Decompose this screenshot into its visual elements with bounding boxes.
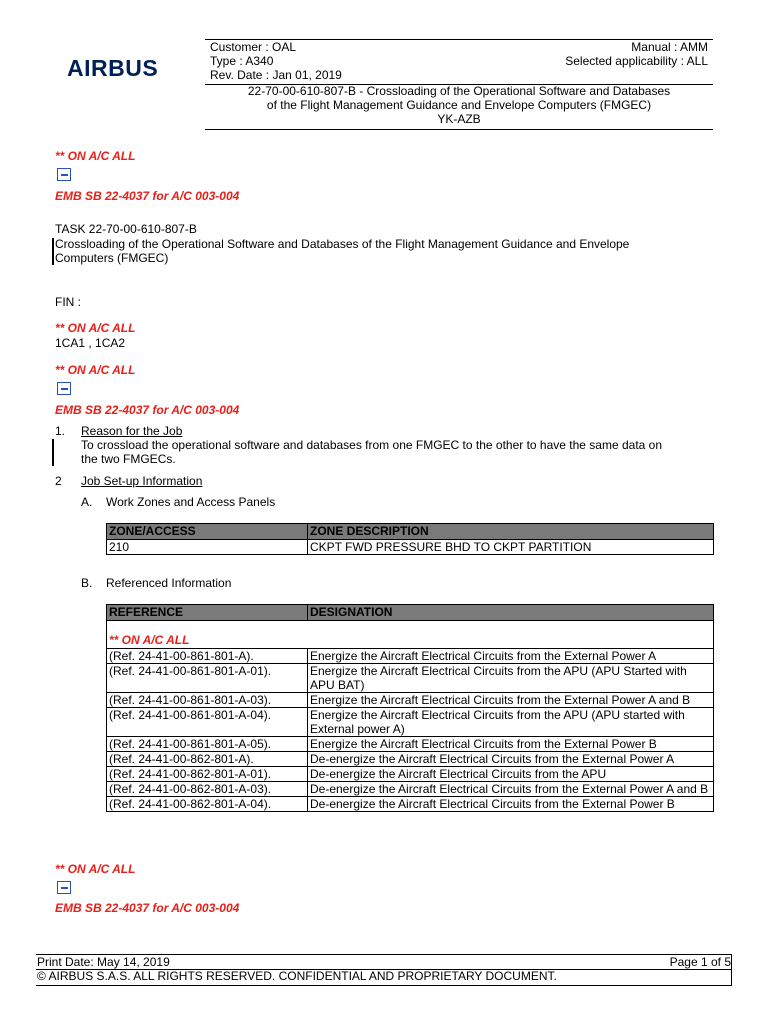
table-row [107,540,714,555]
effectivity-emb-sb-3: EMB SB 22-4037 for A/C 003-004 [55,901,240,915]
effectivity-emb-sb-2: EMB SB 22-4037 for A/C 003-004 [55,403,240,417]
ref-header-designation: DESIGNATION [308,605,714,621]
section2-title: Job Set-up Information [81,474,203,488]
designation-cell: Energize the Aircraft Electrical Circuits from the External Power A [308,649,714,664]
ref-cell: (Ref. 24-41-00-862-801-A-04). [107,797,308,812]
section1-text-line1: To crossload the operational software and databases from one FMGEC to the other to have the same data on [81,438,663,452]
subsection-b-letter: B. [81,576,93,590]
table-row [107,737,714,752]
print-date: Print Date: May 14, 2019 [37,955,170,969]
effectivity-all-3: ** ON A/C ALL [55,363,136,377]
table-row [107,767,714,782]
zone-header-description: ZONE DESCRIPTION [308,524,714,540]
ref-cell: (Ref. 24-41-00-861-801-A-01). [107,664,308,693]
table-row [107,708,714,737]
task-code: TASK 22-70-00-610-807-B [55,222,197,236]
designation-cell: Energize the Aircraft Electrical Circuits from the External Power A and B [308,693,714,708]
ref-cell: (Ref. 24-41-00-862-801-A-01). [107,767,308,782]
section1-title: Reason for the Job [81,424,183,438]
designation-cell: Energize the Aircraft Electrical Circuits from the APU (APU Started with APU BAT) [308,664,714,693]
effectivity-all-1: ** ON A/C ALL [55,149,136,163]
table-row [107,752,714,767]
designation-cell: De-energize the Aircraft Electrical Circuits from the External Power B [308,797,714,812]
subsection-a-title: Work Zones and Access Panels [106,495,276,509]
fin-label: FIN : [55,295,81,309]
table-row [107,664,714,693]
header-bottom-rule [205,129,713,130]
customer-label: Customer : OAL [210,40,297,54]
zone-table [106,523,714,555]
designation-cell: De-energize the Aircraft Electrical Circuits from the External Power A and B [308,782,714,797]
collapse-minus-icon[interactable] [57,382,71,395]
designation-cell: De-energize the Aircraft Electrical Circuits from the APU [308,767,714,782]
fin-value: 1CA1 , 1CA2 [55,336,126,350]
subsection-a-letter: A. [81,495,93,509]
airbus-logo: AIRBUS [67,55,159,81]
revision-bar [52,238,54,265]
designation-cell: De-energize the Aircraft Electrical Circuits from the External Power A [308,752,714,767]
section2-number: 2 [55,474,62,488]
subsection-b-title: Referenced Information [106,576,232,590]
zone-header-access: ZONE/ACCESS [107,524,308,540]
table-row [107,797,714,812]
page-number: Page 1 of 5 [669,955,731,969]
table-row [107,782,714,797]
ref-cell: (Ref. 24-41-00-861-801-A-04). [107,708,308,737]
designation-cell: Energize the Aircraft Electrical Circuits from the External Power B [308,737,714,752]
section1-text-line2: the two FMGECs. [81,452,176,466]
effectivity-all-4: ** ON A/C ALL [55,862,136,876]
collapse-minus-icon[interactable] [57,168,71,181]
zone-description-cell: CKPT FWD PRESSURE BHD TO CKPT PARTITION [308,540,714,555]
footer-bottom-rule [36,985,732,986]
ref-effectivity-row [107,621,714,649]
reference-table [106,604,714,812]
footer-right-border [731,955,732,985]
manual-label: Manual : AMM [631,40,708,54]
ref-header-reference: REFERENCE [107,605,308,621]
collapse-minus-icon[interactable] [57,881,71,894]
designation-cell: Energize the Aircraft Electrical Circuits from the APU (APU started with External power A) [308,708,714,737]
table-row [107,693,714,708]
copyright-notice: © AIRBUS S.A.S. ALL RIGHTS RESERVED. CONFIDENTIAL AND PROPRIETARY DOCUMENT. [37,969,557,983]
doc-title-line3: YK-AZB [437,112,481,126]
ref-cell: (Ref. 24-41-00-861-801-A-05). [107,737,308,752]
rev-date-label: Rev. Date : Jan 01, 2019 [210,68,342,82]
table-row [107,649,714,664]
ref-cell: (Ref. 24-41-00-861-801-A-03). [107,693,308,708]
applicability-label: Selected applicability : ALL [565,54,708,68]
ref-cell: (Ref. 24-41-00-862-801-A-03). [107,782,308,797]
type-label: Type : A340 [210,54,274,68]
section1-number: 1. [55,424,66,438]
ref-cell: (Ref. 24-41-00-861-801-A). [107,649,308,664]
zone-cell: 210 [107,540,308,555]
revision-bar [52,439,54,466]
effectivity-emb-sb-1: EMB SB 22-4037 for A/C 003-004 [55,189,240,203]
effectivity-all-2: ** ON A/C ALL [55,321,136,335]
ref-cell: (Ref. 24-41-00-862-801-A). [107,752,308,767]
task-title-line2: Computers (FMGEC) [55,251,169,265]
task-title-line1: Crossloading of the Operational Software and Databases of the Flight Management Guidance and Envelope [55,237,630,251]
doc-title-line2: of the Flight Management Guidance and Envelope Computers (FMGEC) [266,98,652,112]
doc-title-line1: 22-70-00-610-807-B - Crossloading of the Operational Software and Databases [247,84,671,98]
ref-effectivity: ** ON A/C ALL [109,633,190,647]
